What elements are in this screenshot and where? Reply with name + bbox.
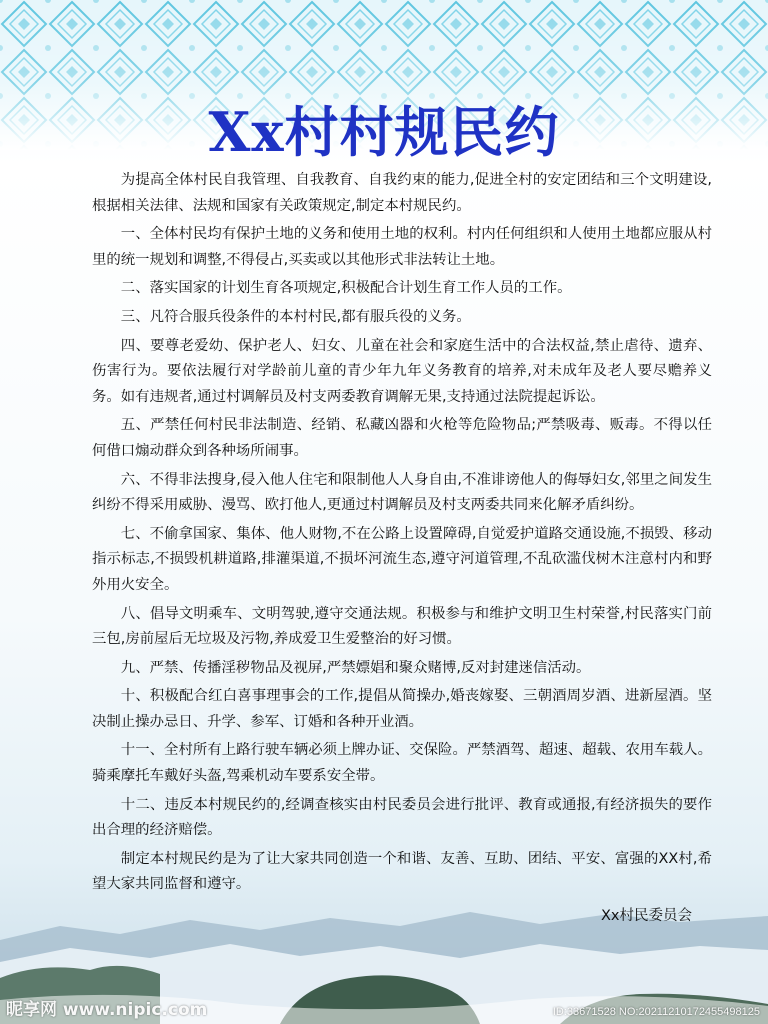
- article-8: 八、倡导文明乘车、文明驾驶,遵守交通法规。积极参与和维护文明卫生村荣誉,村民落实门前三包,房前屋后无垃圾及污物,养成爱卫生爱整治的好习惯。: [92, 605, 712, 648]
- signature: Xx村民委员会: [600, 908, 692, 924]
- article-9: 九、严禁、传播淫秽物品及视屏,严禁嫖娼和聚众赌博,反对封建迷信活动。: [120, 659, 591, 676]
- article-2: 二、落实国家的计划生育各项规定,积极配合计划生育工作人员的工作。: [120, 280, 572, 297]
- intro-paragraph: 为提高全体村民自我管理、自我教育、自我约束的能力,促进全村的安定团结和三个文明建设,根据相关法律、法规和国家有关政策规定,制定本村规民约。: [92, 172, 712, 214]
- article-12: 十二、违反本村规民约的,经调查核实由村民委员会进行批评、教育或通报,有经济损失的要作出合理的经济赔偿。: [92, 796, 712, 839]
- article-1: 一、全体村民均有保护土地的义务和使用土地的权利。村内任何组织和人使用土地都应服从村里的统一规划和调整,不得侵占,买卖或以其他形式非法转让土地。: [92, 226, 712, 268]
- watermark-id: ID:33671528 NO:20211210172455498125: [552, 1006, 760, 1018]
- article-4: 四、要尊老爱幼、保护老人、妇女、儿童在社会和家庭生活中的合法权益,禁止虐待、遗弃、伤害行为。要依法履行对学龄前儿童的青少年九年义务教育的培养,对未成年及老人要尽赡养义务。如有违规者,通过村调解员及村支两委教育调解无果,支持通过法院提起诉讼。: [92, 337, 712, 405]
- article-5: 五、严禁任何村民非法制造、经销、私藏凶器和火枪等危险物品;严禁吸毒、贩毒。不得以任何借口煽动群众到各种场所闹事。: [92, 417, 712, 459]
- article-3: 三、凡符合服兵役条件的本村村民,都有服兵役的义务。: [120, 308, 471, 325]
- page-title: Xx村村规民约: [208, 100, 560, 164]
- article-11: 十一、全村所有上路行驶车辆必须上牌办证、交保险。严禁酒驾、超速、超载、农用车载人。骑乘摩托车戴好头盔,驾乘机动车要系安全带。: [92, 742, 712, 785]
- closing-paragraph: 制定本村规民约是为了让大家共同创造一个和谐、友善、互助、团结、平安、富强的XX村,希望大家共同监督和遵守。: [92, 850, 712, 893]
- article-6: 六、不得非法搜身,侵入他人住宅和限制他人人身自由,不准诽谤他人的侮辱妇女,邻里之间发生纠纷不得采用威胁、漫骂、欧打他人,更通过村调解员及村支两委共同来化解矛盾纠纷。: [92, 471, 712, 514]
- regulation-text: [92, 168, 712, 901]
- article-7: 七、不偷拿国家、集体、他人财物,不在公路上设置障碍,自觉爱护道路交通设施,不损毁、移动指示标志,不损毁机耕道路,排灌渠道,不损坏河流生态,遵守河道管理,不乱砍滥伐树木注意村内和野外用火安全。: [92, 525, 712, 593]
- watermark-site: 昵享网 www.nipic.com: [6, 1000, 208, 1020]
- article-10: 十、积极配合红白喜事理事会的工作,提倡从简操办,婚丧嫁娶、三朝酒周岁酒、进新屋酒。坚决制止操办忌日、升学、参军、订婚和各种开业酒。: [92, 688, 712, 730]
